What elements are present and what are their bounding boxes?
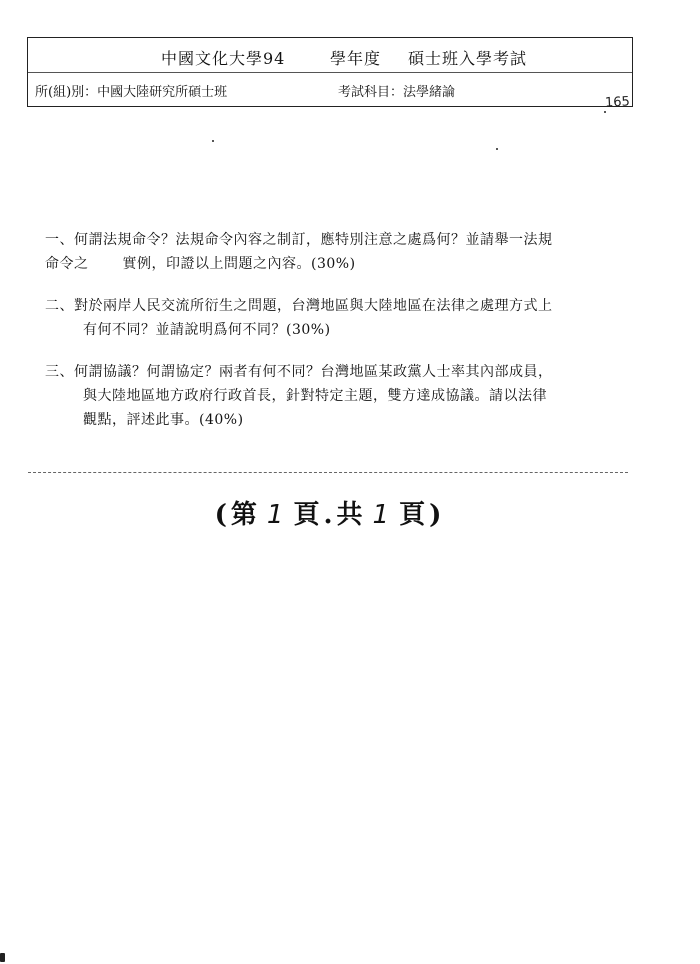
page-indicator-close: 頁) <box>399 500 446 530</box>
question-line-part: 命令之 <box>45 256 89 272</box>
question-line-wrap <box>45 252 620 276</box>
question-line: 二、對於兩岸人民交流所衍生之問題，台灣地區與大陸地區在法律之處理方式上 <box>45 298 553 314</box>
subject-label: 考試科目：法學緒論 <box>338 85 456 100</box>
school-name: 中國文化大學94 <box>161 49 286 68</box>
department-label: 所(組)別：中國大陸研究所碩士班 <box>35 85 228 100</box>
exam-header <box>27 37 633 107</box>
page-indicator-middle: 頁.共 <box>293 500 367 530</box>
academic-year-label: 學年度 <box>330 49 382 68</box>
question-list <box>45 228 620 450</box>
handwritten-page-code: 165 <box>604 94 631 111</box>
header-divider <box>28 72 632 73</box>
scan-speck <box>496 148 498 150</box>
total-pages: 1 <box>372 500 394 530</box>
question-line: 一、何謂法規命令？法規命令內容之制訂，應特別注意之處爲何？並請舉一法規 <box>45 232 553 248</box>
page-number: 1 <box>266 500 288 530</box>
question-2 <box>45 294 620 342</box>
page-indicator <box>0 494 660 531</box>
question-line: 三、何謂協議？何謂協定？兩者有何不同？台灣地區某政黨人士率其內部成員， <box>45 364 553 380</box>
page-indicator-open: (第 <box>214 500 261 530</box>
scan-speck <box>212 140 214 142</box>
question-1 <box>45 228 620 276</box>
question-line: 與大陸地區地方政府行政首長，針對特定主題，雙方達成協議。請以法律 <box>83 388 547 404</box>
scan-speck <box>0 953 5 962</box>
separator-line <box>28 472 628 473</box>
question-line: 觀點，評述此事。(40%) <box>83 412 244 428</box>
question-3 <box>45 360 620 432</box>
question-line: 有何不同？並請說明爲何不同？(30%) <box>83 322 331 338</box>
question-line-part: 實例，印證以上問題之內容。(30%) <box>122 256 356 272</box>
scan-speck <box>604 111 606 113</box>
exam-name: 碩士班入學考試 <box>408 49 528 68</box>
